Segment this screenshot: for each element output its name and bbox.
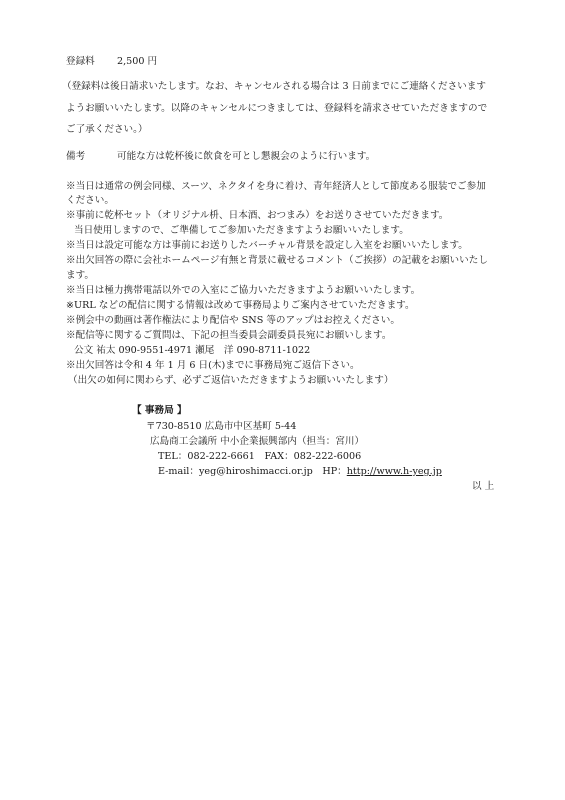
end-mark: 以 上 (472, 481, 495, 492)
remarks-label: 備考 (66, 151, 86, 162)
remarks-text: 可能な方は乾杯後に飲食を可とし懇親会のように行います。 (117, 151, 376, 162)
fee-value: 2,500 円 (117, 56, 158, 67)
notice-toast-set: ※事前に乾杯セット（オリジナル枡、日本酒、おつまみ）をお送りさせていただきます。 (66, 210, 449, 221)
office-email-hp (158, 466, 442, 477)
notice-reply-deadline: ※出欠回答は令和 4 年 1 月 6 日(木)までに事務局宛ご返信下さい。 (66, 360, 360, 371)
notice-device: ※当日は極力携帯電話以外での入室にご協力いただきますようお願いいたします。 (66, 285, 421, 296)
notice-url-info: ※URL などの配信に関する情報は改めて事務局よりご案内させていただきます。 (66, 300, 415, 311)
notice-virtual-background: ※当日は設定可能な方は事前にお送りしたバーチャル背景を設定し入室をお願いいたします。 (66, 240, 468, 251)
office-postal-address: 〒730-8510 広島市中区基町 5-44 (146, 421, 297, 432)
office-heading: 【 事務局 】 (132, 405, 187, 416)
homepage-link[interactable]: http://www.h-yeg.jp (346, 466, 442, 477)
fee-note-line: ご了承ください。） (66, 124, 148, 135)
notice-reply-deadline-cont: （出欠の如何に関わらず、必ずご返信いただきますようお願いいたします） (68, 375, 394, 386)
office-organization: 広島商工会議所 中小企業振興部内（担当：宮川） (150, 436, 365, 447)
notice-contact: ※配信等に関するご質問は、下記の担当委員会副委員長宛にお願いします。 (66, 330, 392, 341)
office-email: E-mail：yeg@hiroshimacci.or.jp HP： (158, 466, 347, 477)
notice-attire: ※当日は通常の例会同様、スーツ、ネクタイを身に着け、青年経済人として節度ある服装でご参加 (66, 181, 486, 192)
office-tel-fax: TEL：082-222-6661 FAX：082-222-6006 (158, 451, 362, 462)
notice-toast-set-cont: 当日使用しますので、ご準備してご参加いただきますようお願いいたします。 (74, 225, 409, 236)
contact-persons: 公文 祐太 090-9551-4971 瀬尾 洋 090-8711-1022 (74, 345, 311, 356)
notice-attire-cont: ください。 (66, 195, 114, 206)
fee-label: 登録料 (66, 56, 95, 67)
notice-homepage-comment: ※出欠回答の際に会社ホームページ有無と背景に載せるコメント（ご挨拶）の記載をお願いいたし (66, 255, 488, 266)
notice-homepage-comment-cont: ます。 (66, 270, 95, 281)
fee-note-line: ようお願いいたします。以降のキャンセルにつきましては、登録料を請求させていただきますので (66, 103, 488, 114)
fee-note-line: （登録料は後日請求いたします。なお、キャンセルされる場合は 3 日前までにご連絡くださいます (62, 81, 486, 92)
notice-copyright: ※例会中の動画は著作権法により配信や SNS 等のアップはお控えください。 (66, 315, 400, 326)
